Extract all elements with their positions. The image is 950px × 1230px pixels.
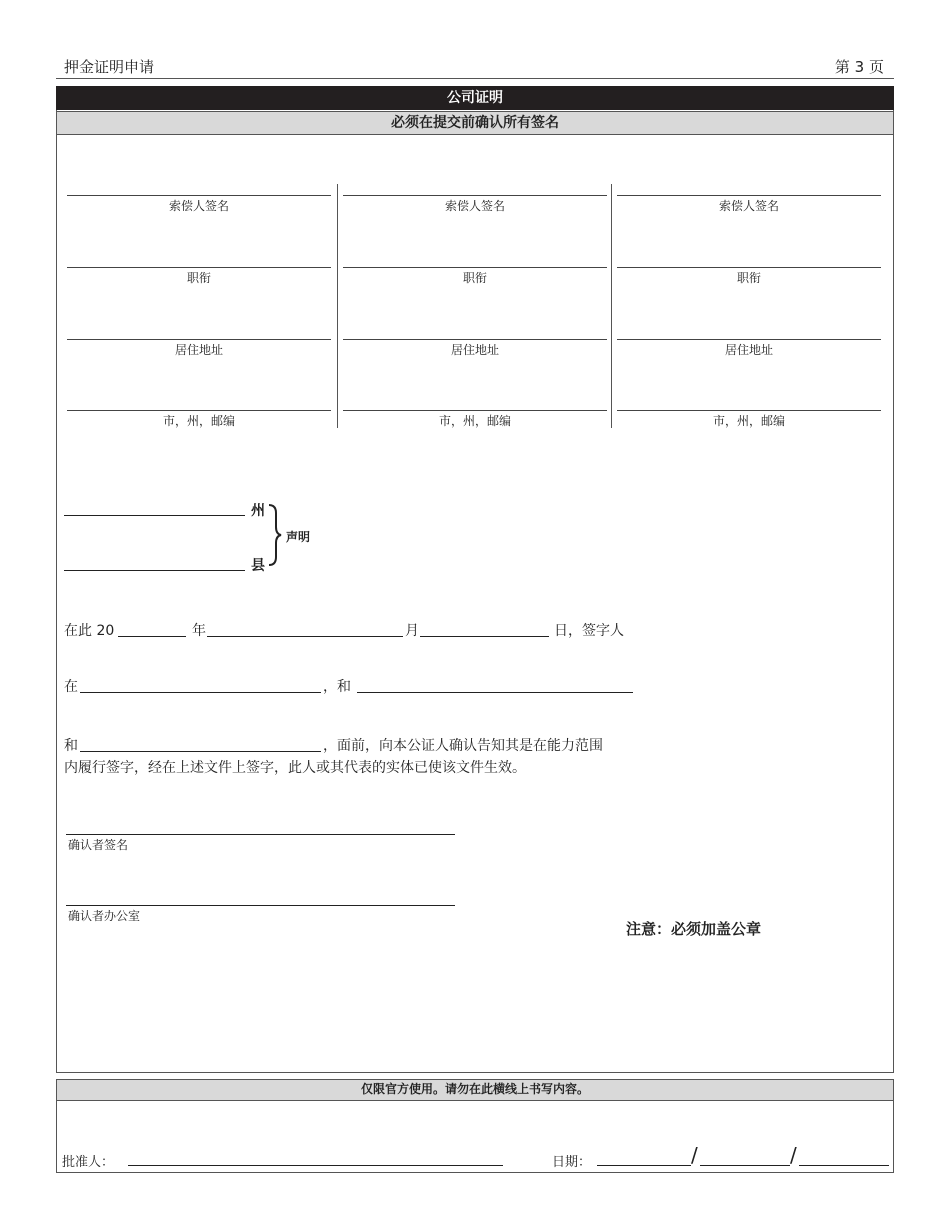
approver-label: 批准人：	[62, 1155, 115, 1170]
claimant-signature-field[interactable]	[343, 195, 607, 196]
document-title: 押金证明申请	[64, 58, 155, 76]
year-field[interactable]	[118, 636, 186, 637]
day-label: 日，签字人	[554, 623, 624, 639]
statement-label: 声明	[286, 530, 311, 544]
claimant-signature-field[interactable]	[67, 195, 331, 196]
month-label: 月	[405, 623, 419, 639]
field-caption: 市，州，邮编	[712, 414, 785, 428]
address-field[interactable]	[67, 339, 331, 340]
field-caption: 居住地址	[174, 343, 223, 357]
date-separator: /	[691, 1143, 698, 1167]
certification-box	[56, 86, 894, 1073]
city-state-zip-field[interactable]	[67, 410, 331, 411]
field-caption: 居住地址	[450, 343, 499, 357]
ack-at-label: 在	[64, 679, 78, 695]
month-field[interactable]	[207, 636, 403, 637]
ack-text-continued: 内履行签字，经在上述文件上签字，此人或其代表的实体已使该文件生效。	[64, 760, 526, 776]
signer-name-field-2[interactable]	[357, 692, 633, 693]
title-field[interactable]	[343, 267, 607, 268]
date-day-field[interactable]	[700, 1165, 790, 1166]
acknowledger-office-field[interactable]	[66, 905, 455, 906]
date-month-field[interactable]	[597, 1165, 691, 1166]
page-number: 第 3 页	[834, 58, 884, 76]
brace-icon	[266, 503, 282, 567]
field-caption: 索偿人签名	[168, 199, 229, 213]
ack-and-label: ，和	[323, 679, 351, 695]
day-field[interactable]	[420, 636, 549, 637]
approver-field[interactable]	[128, 1165, 503, 1166]
year-label: 年	[192, 623, 206, 639]
section-title: 公司证明	[56, 86, 894, 110]
ack-and-prefix: 和	[64, 738, 78, 754]
header-rule	[56, 78, 894, 79]
state-label: 州	[251, 503, 265, 519]
title-field[interactable]	[617, 267, 881, 268]
field-caption: 职衔	[736, 271, 761, 285]
column-divider	[611, 184, 612, 428]
acknowledger-signature-field[interactable]	[66, 834, 455, 835]
date-separator: /	[790, 1143, 797, 1167]
field-caption: 索偿人签名	[444, 199, 505, 213]
county-field[interactable]	[64, 570, 245, 571]
seal-notice: 注意：必须加盖公章	[626, 920, 762, 938]
city-state-zip-field[interactable]	[617, 410, 881, 411]
address-field[interactable]	[617, 339, 881, 340]
signer-name-field-1[interactable]	[80, 692, 321, 693]
date-label: 日期：	[552, 1155, 592, 1170]
column-divider	[337, 184, 338, 428]
date-year-field[interactable]	[799, 1165, 889, 1166]
field-caption: 市，州，邮编	[162, 414, 235, 428]
official-use-header: 仅限官方使用。请勿在此横线上书写内容。	[57, 1080, 893, 1101]
ack-prefix: 在此 20	[64, 623, 115, 639]
state-field[interactable]	[64, 515, 245, 516]
county-label: 县	[251, 558, 265, 574]
field-caption: 职衔	[186, 271, 211, 285]
field-caption: 市，州，邮编	[438, 414, 511, 428]
section-subtitle: 必须在提交前确认所有签名	[57, 111, 893, 135]
signer-name-field-3[interactable]	[80, 751, 321, 752]
ack-text: ，面前，向本公证人确认告知其是在能力范围	[323, 738, 603, 754]
field-caption: 居住地址	[724, 343, 773, 357]
field-caption: 索偿人签名	[718, 199, 779, 213]
acknowledger-signature-label: 确认者签名	[68, 838, 129, 852]
title-field[interactable]	[67, 267, 331, 268]
address-field[interactable]	[343, 339, 607, 340]
claimant-signature-field[interactable]	[617, 195, 881, 196]
field-caption: 职衔	[462, 271, 487, 285]
acknowledger-office-label: 确认者办公室	[68, 909, 141, 923]
city-state-zip-field[interactable]	[343, 410, 607, 411]
